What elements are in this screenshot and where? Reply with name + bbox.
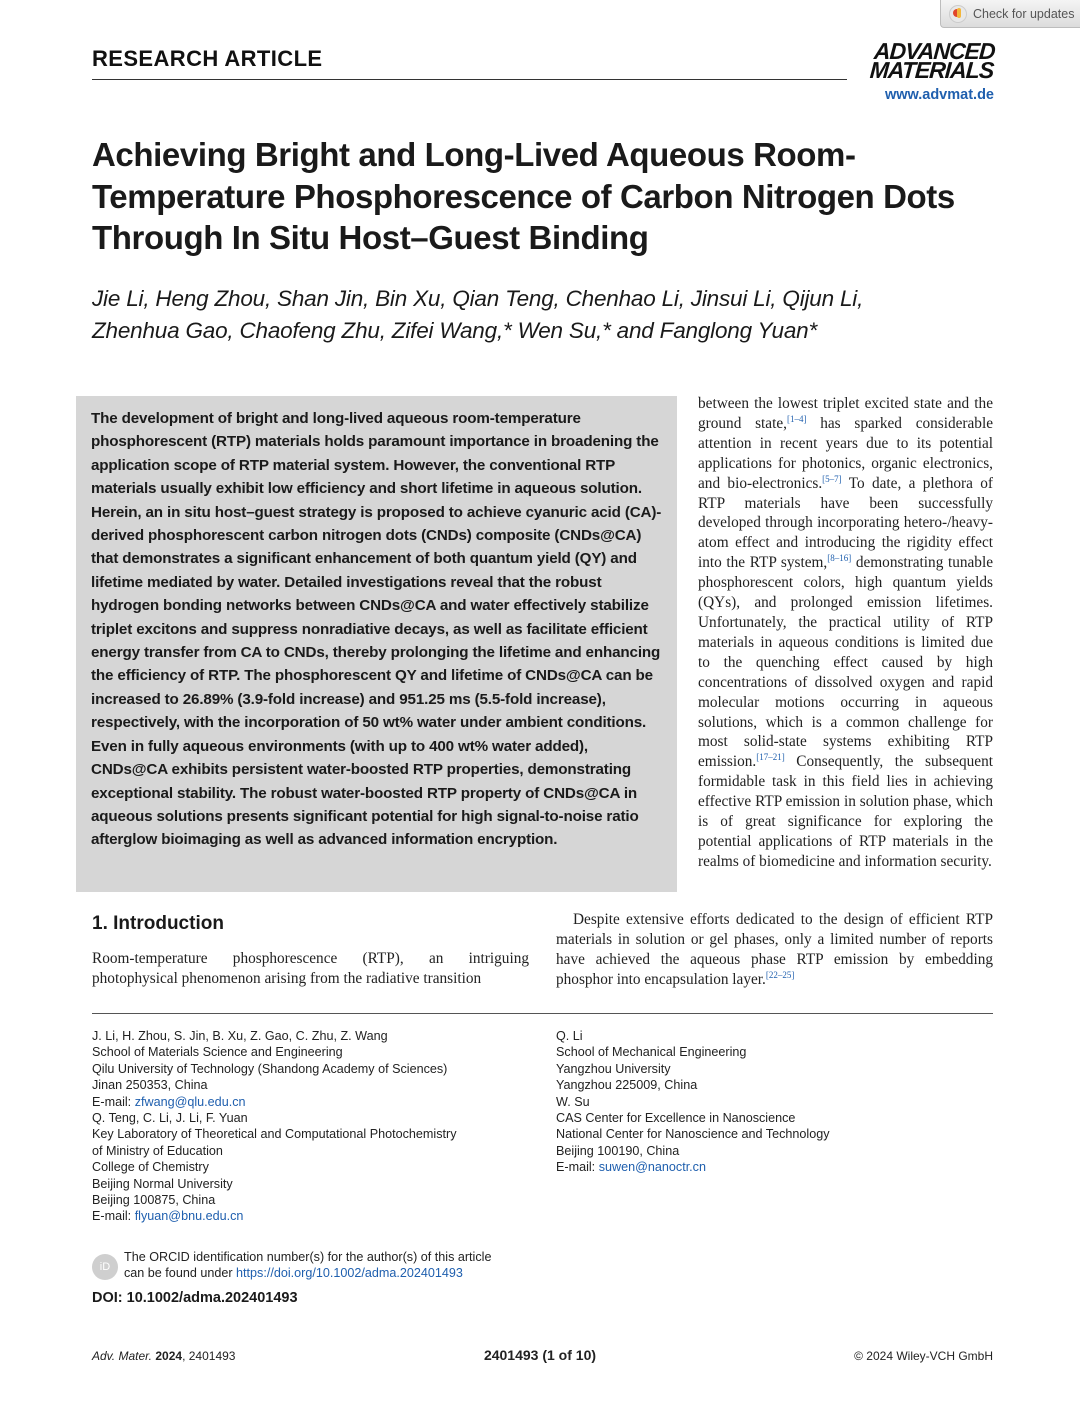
orcid-line-2 bbox=[124, 1265, 564, 1281]
affiliation-line: National Center for Nanoscience and Technology bbox=[556, 1127, 830, 1142]
right-text-1: between the lowest triplet excited state and the ground state, bbox=[698, 395, 993, 432]
footer-year: 2024 bbox=[155, 1349, 183, 1363]
right-text-3: To date, a plethora of RTP materials have been successfully developed through incorporating hetero-/heavy-atom effect and introducing the rigidity effect into the RTP system, bbox=[698, 474, 993, 572]
affiliation-email-row bbox=[556, 1159, 996, 1175]
email-label: E-mail: bbox=[92, 1094, 135, 1109]
bottom-right-column bbox=[556, 910, 993, 990]
email-label: E-mail: bbox=[92, 1209, 135, 1224]
author-line-1: Jie Li, Heng Zhou, Shan Jin, Bin Xu, Qian Teng, Chenhao Li, Jinsui Li, Qijun Li, bbox=[92, 286, 864, 311]
footer-article-no: , 2401493 bbox=[182, 1349, 236, 1363]
affiliation-line: Q. Teng, C. Li, J. Li, F. Yuan bbox=[92, 1111, 248, 1126]
author-line-2: Zhenhua Gao, Chaofeng Zhu, Zifei Wang,* Wen Su,* and Fanglong Yuan* bbox=[92, 318, 818, 343]
orcid-prefix: can be found under bbox=[124, 1266, 237, 1281]
introduction-paragraph: Room-temperature phosphorescence (RTP), an intriguing photophysical phenomenon arising from the radiative transition bbox=[92, 950, 529, 987]
affiliation-line: Yangzhou University bbox=[556, 1061, 671, 1076]
affiliation-line: Key Laboratory of Theoretical and Computational Photochemistry bbox=[92, 1127, 457, 1142]
orcid-line-1: The ORCID identification number(s) for the author(s) of this article bbox=[124, 1250, 492, 1264]
article-type-label: RESEARCH ARTICLE bbox=[92, 46, 323, 71]
orcid-doi-link[interactable]: https://doi.org/10.1002/adma.202401493 bbox=[236, 1266, 463, 1281]
journal-logo-line1: ADVANCED bbox=[873, 38, 996, 64]
bottom-right-paragraph bbox=[556, 910, 993, 990]
footer-copyright: © 2024 Wiley-VCH GmbH bbox=[854, 1349, 993, 1363]
citation-ref[interactable]: [5–7] bbox=[822, 473, 842, 484]
affiliation-line: Beijing 100190, China bbox=[556, 1143, 680, 1158]
bottom-right-text: Despite extensive efforts dedicated to the design of efficient RTP materials in solution or gel phases, only a limited number of reports have achieved the aqueous phase RTP emission by embedding phosphor into encapsulation layer. bbox=[556, 911, 993, 988]
affiliations-left bbox=[92, 1028, 532, 1225]
introduction-column bbox=[92, 949, 529, 989]
check-updates-label: Check for updates bbox=[973, 6, 1075, 21]
affiliation-line: College of Chemistry bbox=[92, 1160, 209, 1175]
email-label: E-mail: bbox=[556, 1160, 599, 1175]
affiliation-line: School of Materials Science and Engineering bbox=[92, 1045, 343, 1060]
affiliation-line: Qilu University of Technology (Shandong Academy of Sciences) bbox=[92, 1061, 448, 1076]
check-updates-icon bbox=[949, 5, 967, 23]
citation-ref[interactable]: [8–16] bbox=[827, 553, 852, 564]
right-text-5: Consequently, the subsequent formidable task in this field lies in achieving effective RTP emission in solution phase, which is of great significance for exploring the potential applications of RTP materials in the realms of biomedicine and information security. bbox=[698, 753, 993, 870]
abstract-box bbox=[76, 396, 677, 892]
affiliation-line: W. Su bbox=[556, 1094, 590, 1109]
right-column-paragraph bbox=[698, 394, 993, 872]
affiliation-line: J. Li, H. Zhou, S. Jin, B. Xu, Z. Gao, C. Zhu, Z. Wang bbox=[92, 1029, 388, 1043]
check-for-updates-button[interactable] bbox=[940, 0, 1080, 28]
affiliation-line: Beijing Normal University bbox=[92, 1176, 233, 1191]
journal-logo bbox=[845, 38, 996, 83]
author-list bbox=[92, 283, 1002, 347]
affiliation-line: CAS Center for Excellence in Nanoscience bbox=[556, 1111, 796, 1126]
email-link[interactable]: zfwang@qlu.edu.cn bbox=[134, 1094, 246, 1109]
affiliation-divider bbox=[92, 1013, 993, 1014]
doi-label: DOI: 10.1002/adma.202401493 bbox=[92, 1290, 298, 1306]
affiliation-line: School of Mechanical Engineering bbox=[556, 1045, 747, 1060]
email-link[interactable]: flyuan@bnu.edu.cn bbox=[134, 1209, 244, 1224]
section-heading-introduction: 1. Introduction bbox=[92, 913, 224, 934]
article-title: Achieving Bright and Long-Lived Aqueous Room-Temperature Phosphorescence of Carbon Nitrogen Dots Through In Situ Host–Guest Binding bbox=[92, 136, 955, 256]
right-column bbox=[698, 394, 993, 872]
affiliations-right bbox=[556, 1028, 996, 1176]
abstract-text: The development of bright and long-lived aqueous room-temperature phosphorescent (RTP) materials holds paramount importance in broadening the application scope of RTP material system. However, the conventional RTP materials usually exhibit low efficiency and short lifetime in aqueous solution. Herein, an in situ host–guest strategy is proposed to achieve cyanuric acid (CA)-derived phosphorescent carbon nitrogen dots (CNDs) composite (CNDs@CA) that demonstrates a significant enhancement of both quantum yield (QY) and lifetime mediated by water. Detailed investigations reveal that the robust hydrogen bonding networks between CNDs@CA and water effectively stabilize triplet excitons and suppress nonradiative decays, as well as facilitate efficient energy transfer from CA to CNDs, thereby prolonging the lifetime and enhancing the efficiency of RTP. The phosphorescent QY and lifetime of CNDs@CA can be increased to 26.89% (3.9-fold increase) and 951.25 ms (5.5-fold increase), respectively, with the incorporation of 50 wt% water under ambient conditions. Even in fully aqueous environments (with up to 400 wt% water added), CNDs@CA exhibits persistent water-boosted RTP properties, demonstrating exceptional stability. The robust water-boosted RTP property of CNDs@CA in aqueous solutions presents significant potential for high signal-to-noise ratio afterglow bioimaging as well as advanced information encryption. bbox=[91, 410, 662, 849]
footer-page-number: 2401493 (1 of 10) bbox=[483, 1347, 597, 1363]
journal-url-link[interactable]: www.advmat.de bbox=[884, 87, 994, 103]
affiliation-line: Yangzhou 225009, China bbox=[556, 1078, 698, 1093]
affiliation-email-row bbox=[92, 1094, 532, 1110]
citation-ref[interactable]: [1–4] bbox=[786, 413, 807, 424]
footer-journal: Adv. Mater. bbox=[92, 1349, 153, 1363]
header-divider bbox=[92, 79, 847, 80]
email-link[interactable]: suwen@nanoctr.cn bbox=[598, 1160, 706, 1175]
right-text-2: has sparked considerable attention in recent years due to its potential applications for photonics, organic electronics, and bio-electronics. bbox=[698, 414, 993, 492]
right-text-4: demonstrating tunable phosphorescent colors, high quantum yields (QYs), and prolonged emission lifetimes. Unfortunately, the practical utility of RTP materials in aqueous conditions is limited due to the quenching effect caused by high concentrations of dissolved oxygen and rapid molecular motions occurring in aqueous solutions, which is a common challenge for most solid-state systems exhibiting RTP emission. bbox=[698, 554, 993, 771]
footer-citation bbox=[92, 1349, 235, 1363]
journal-logo-line2: MATERIALS bbox=[869, 57, 995, 83]
affiliation-email-row bbox=[92, 1208, 532, 1224]
citation-ref[interactable]: [22–25] bbox=[765, 969, 795, 980]
affiliation-line: Jinan 250353, China bbox=[92, 1078, 208, 1093]
affiliation-line: Q. Li bbox=[556, 1029, 583, 1043]
affiliation-line: of Ministry of Education bbox=[92, 1143, 223, 1158]
orcid-note bbox=[124, 1249, 564, 1282]
affiliation-line: Beijing 100875, China bbox=[92, 1193, 216, 1208]
orcid-icon: iD bbox=[92, 1254, 118, 1280]
citation-ref[interactable]: [17–21] bbox=[756, 752, 785, 763]
